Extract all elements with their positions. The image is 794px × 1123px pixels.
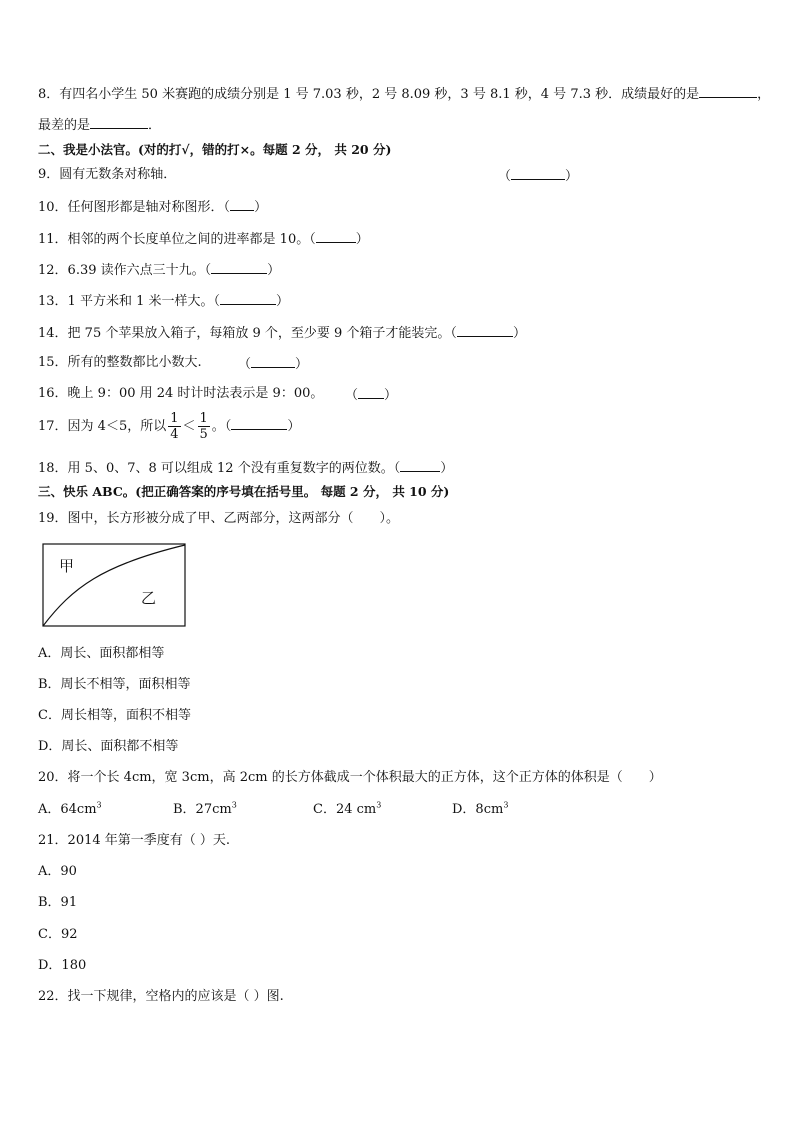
question-10-text: 10．任何图形都是轴对称图形． [38,200,224,215]
q20-option-c-text: C．24 cm [313,802,377,817]
q20-option-a[interactable] [38,802,102,818]
question-15-answer[interactable]: （ ） [238,357,309,372]
question-16-text: 16．晚上 9：00 用 24 时计时法表示是 9：00。 [38,386,324,401]
question-15-text: 15．所有的整数都比小数大. [38,355,202,370]
question-21-stem: 21．2014 年第一季度有（ ）天. [38,833,231,848]
q20-option-b-text: B．27cm [173,802,232,817]
question-18 [38,459,453,477]
rectangle-diagram [42,543,188,629]
q21-option-a[interactable]: A．90 [38,864,77,879]
q20-option-c[interactable] [313,802,381,818]
question-8-line-2 [38,116,161,134]
answer-blank-13[interactable] [220,292,276,305]
q20-option-d[interactable] [452,802,508,818]
question-13 [38,292,289,310]
superscript-3: 3 [231,800,237,810]
question-14 [38,324,526,342]
question-10 [38,198,267,216]
q21-option-d[interactable]: D．180 [38,958,87,973]
question-14-text: 14．把 75 个苹果放入箱子，每箱放 9 个，至少要 9 个箱子才能装完。 [38,326,451,341]
q19-option-b[interactable]: B．周长不相等，面积相等 [38,677,191,692]
superscript-3: 3 [376,800,382,810]
answer-blank-9[interactable] [511,167,565,180]
fraction-numerator: 1 [170,411,179,426]
answer-blank-11[interactable] [316,230,356,243]
question-13-answer[interactable]: （ ） [213,294,290,309]
section-2-heading: 二、我是小法官。(对的打√，错的打×。每题 2 分， 共 20 分) [38,142,392,157]
question-17-end: 。 [211,419,225,434]
question-18-text: 18．用 5、0、7、8 可以组成 12 个没有重复数字的两位数。 [38,461,394,476]
question-13-text: 13．1 平方米和 1 米一样大。 [38,294,214,309]
fraction-numerator: 1 [199,411,208,426]
answer-blank-18[interactable] [400,459,440,472]
question-12-text: 12．6.39 读作六点三十九。 [38,263,205,278]
question-16-answer[interactable]: （ ） [345,388,398,403]
answer-blank-best[interactable] [699,85,757,98]
less-than-sign: ＜ [182,419,196,434]
q19-option-a[interactable]: A．周长、面积都相等 [38,646,165,661]
question-12-answer[interactable]: （ ） [204,263,281,278]
answer-blank-15[interactable] [251,355,295,368]
question-20-stem: 20．将一个长 4cm，宽 3cm，高 2cm 的长方体截成一个体积最大的正方体，这个正方体的体积是（ ） [38,770,662,785]
q20-option-a-text: A．64cm [38,802,97,817]
answer-blank-10[interactable] [230,198,254,211]
question-8-line-1 [38,85,770,103]
answer-blank-14[interactable] [457,324,513,337]
question-14-answer[interactable]: （ ） [450,326,526,341]
fraction-denominator: 5 [199,427,208,442]
q21-option-b[interactable]: B．91 [38,895,78,910]
answer-blank-worst[interactable] [90,116,148,129]
question-18-answer[interactable]: （ ） [393,461,454,476]
fraction-one-quarter [168,411,180,442]
q20-option-d-text: D．8cm [452,802,504,817]
answer-blank-17[interactable] [231,417,287,430]
question-8-text: 8．有四名小学生 50 米赛跑的成绩分别是 1 号 7.03 秒，2 号 8.09 秒，3 号 8.1 秒，4 号 7.3 秒．成绩最好的是 [38,87,700,102]
q20-option-b[interactable] [173,802,237,818]
question-8-period: ． [148,118,162,133]
region-label-jia: 甲 [59,557,75,575]
q19-option-d[interactable]: D．周长、面积都不相等 [38,739,179,754]
superscript-3: 3 [503,800,509,810]
superscript-3: 3 [96,800,102,810]
question-19-stem: 19．图中，长方形被分成了甲、乙两部分，这两部分（ ）。 [38,511,400,526]
question-9-answer[interactable]: （ ） [498,169,579,184]
question-11-answer[interactable]: （ ） [309,232,369,247]
question-10-answer[interactable]: （ ） [223,200,268,215]
section-3-heading: 三、快乐 ABC。(把正确答案的序号填在括号里。 每题 2 分， 共 10 分) [38,484,450,499]
question-9-text: 9．圆有无数条对称轴． [38,167,177,182]
fraction-one-fifth [198,411,210,442]
question-17-answer[interactable]: （ ） [224,419,301,434]
question-11-text: 11．相邻的两个长度单位之间的进率都是 10。 [38,232,310,247]
region-label-yi: 乙 [141,589,157,607]
question-9 [38,167,176,183]
question-12 [38,261,280,279]
question-17-text: 17．因为 4＜5，所以 [38,419,167,434]
question-8-text-2: 最差的是 [38,118,91,133]
question-16 [38,386,323,402]
q21-option-c[interactable]: C．92 [38,927,78,942]
answer-blank-12[interactable] [211,261,267,274]
answer-blank-16[interactable] [358,386,384,399]
question-11 [38,230,369,248]
fraction-denominator: 4 [170,427,179,442]
q19-option-c[interactable]: C．周长相等，面积不相等 [38,708,191,723]
question-8-comma: ， [757,87,771,102]
question-17 [38,410,300,444]
question-15 [38,355,202,371]
question-22-stem: 22．找一下规律，空格内的应该是（ ）图. [38,989,284,1004]
